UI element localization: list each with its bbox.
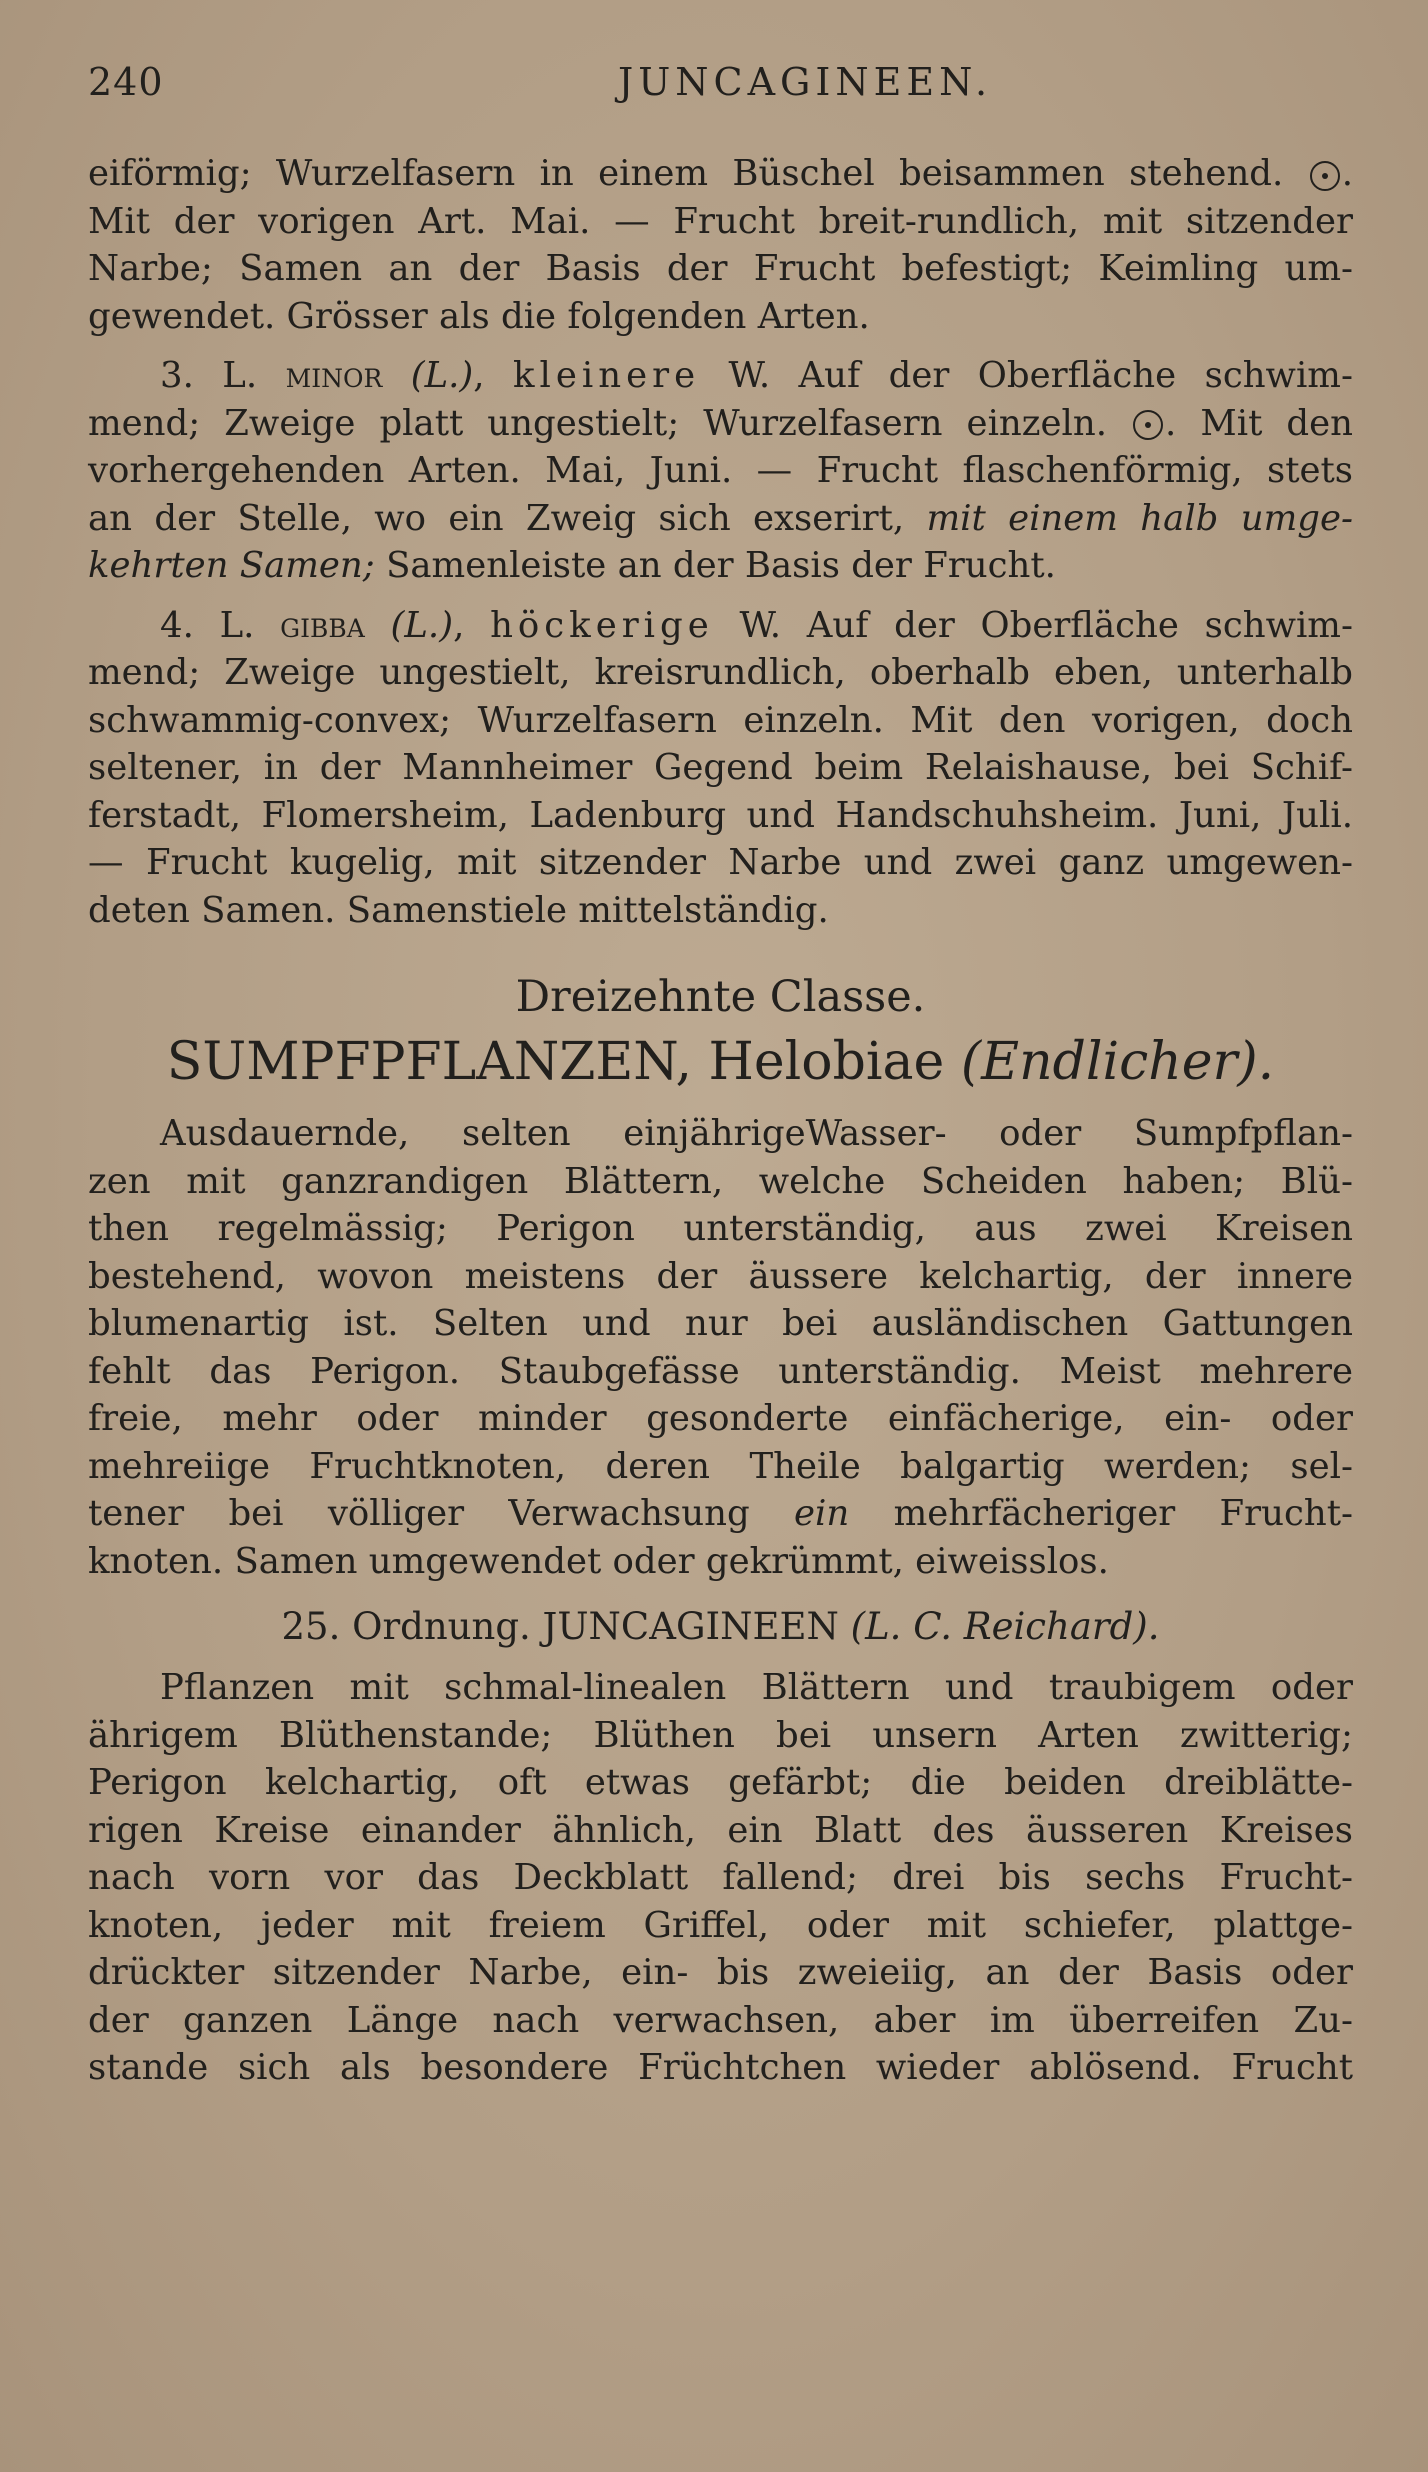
text-line: nach vorn vor das Deckblatt fallend; drei bis sechs Frucht- [88,1857,1353,1898]
text-line: ferstadt, Flomersheim, Ladenburg und Handschuhsheim. Juni, Juli. [88,794,1353,836]
text-line: 3. L. minor (L.), kleinere W. Auf der Oberfläche schwim- [160,355,1353,396]
species-name: minor [285,355,383,396]
species-entry-gibba [88,602,1353,935]
text-line: Perigon kelchartig, oft etwas gefärbt; die beiden dreiblätte- [88,1762,1353,1803]
text-line: mend; Zweige platt ungestielt; Wurzelfasern einzeln. . Mit den [88,402,1353,444]
text-line: schwammig-convex; Wurzelfasern einzeln. Mit den vorigen, doch [88,699,1353,741]
text-line: seltener, in der Mannheimer Gegend beim Relaishause, bei Schif- [88,747,1353,788]
text-line: mend; Zweige ungestielt, kreisrundlich, oberhalb eben, unterhalb [88,652,1353,693]
text-line: then regelmässig; Perigon unterständig, aus zwei Kreisen [88,1208,1353,1249]
page-number: 240 [88,60,164,104]
text-line: zen mit ganzrandigen Blättern, welche Scheiden haben; Blü- [88,1160,1353,1202]
text-line: drückter sitzender Narbe, ein- bis zweieiig, an der Basis oder [88,1952,1353,1993]
order-description [88,1664,1353,2092]
text-line: bestehend, wovon meistens der äussere kelchartig, der innere [88,1255,1353,1297]
text-line: knoten, jeder mit freiem Griffel, oder mit schiefer, plattge- [88,1904,1353,1946]
text-line: eiförmig; Wurzelfasern in einem Büschel beisammen stehend. . [88,153,1353,194]
text-line: gewendet. Grösser als die folgenden Arten. [88,295,870,337]
text-line: der ganzen Länge nach verwachsen, aber im überreifen Zu- [88,1999,1353,2041]
species-entry-minor [88,352,1353,590]
text-line: kehrten Samen; Samenleiste an der Basis der Frucht. [88,545,1056,586]
text-line: tener bei völliger Verwachsung ein mehrfächeriger Frucht- [88,1493,1353,1534]
order-heading: 25. Ordnung. JUNCAGINEEN (L. C. Reichard). [281,1605,1160,1648]
species-name: gibba [280,604,365,646]
text-line: stande sich als besondere Früchtchen wieder ablösend. Frucht [88,2047,1353,2088]
common-name: kleinere [513,355,701,396]
annual-symbol-icon [1133,410,1163,440]
family-heading: SUMPFPFLANZEN, Helobiae (Endlicher). [166,1032,1275,1092]
text-line: fehlt das Perigon. Staubgefässe unterständig. Meist mehrere [88,1350,1353,1392]
intro-paragraph [88,150,1353,340]
text-line: ährigem Blüthenstande; Blüthen bei unsern Arten zwitterig; [88,1714,1353,1756]
page-header [88,60,1358,120]
text-line: rigen Kreise einander ähnlich, ein Blatt des äusseren Kreises [88,1809,1353,1851]
annual-symbol-icon [1310,161,1340,191]
text-line: vorhergehenden Arten. Mai, Juni. — Frucht flaschenförmig, stets [88,450,1353,491]
text-line: — Frucht kugelig, mit sitzender Narbe und zwei ganz umgewen- [88,842,1353,883]
text-line: Mit der vorigen Art. Mai. — Frucht breit-rundlich, mit sitzender [88,200,1353,242]
text-line: knoten. Samen umgewendet oder gekrümmt, eiweisslos. [88,1540,1109,1582]
page-body [88,150,1353,2092]
text-line: blumenartig ist. Selten und nur bei ausländischen Gattungen [88,1303,1353,1344]
text-line: Ausdauernde, selten einjährigeWasser- oder Sumpfpflan- [160,1113,1353,1154]
text-line: an der Stelle, wo ein Zweig sich exserirt, mit einem halb umge- [88,497,1353,539]
text-line: deten Samen. Samenstiele mittelständig. [88,889,829,931]
class-description [88,1110,1353,1585]
text-line: Narbe; Samen an der Basis der Frucht befestigt; Keimling um- [88,248,1353,289]
text-line: mehreiige Fruchtknoten, deren Theile balgartig werden; sel- [88,1445,1353,1487]
running-title: JUNCAGINEEN. [618,60,993,104]
text-line: freie, mehr oder minder gesonderte einfächerige, ein- oder [88,1398,1353,1439]
common-name: höckerige [490,604,714,646]
text-line: Pflanzen mit schmal-linealen Blättern und traubigem oder [160,1667,1353,1708]
class-heading: Dreizehnte Classe. [515,972,926,1022]
text-line: 4. L. gibba (L.), höckerige W. Auf der Oberfläche schwim- [160,604,1353,646]
